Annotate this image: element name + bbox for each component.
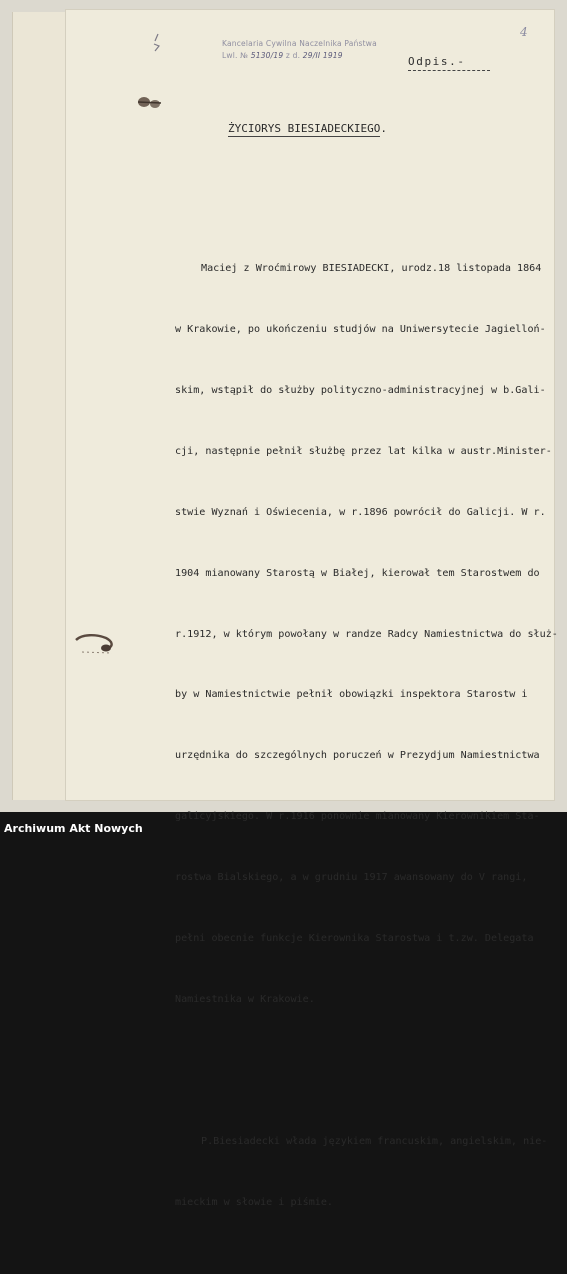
text-line: w Krakowie, po ukończeniu studjów na Uniwersytecie Jagielloń- (175, 324, 546, 336)
text-line: skim, wstąpił do służby polityczno-administracyjnej w b.Gali- (175, 384, 546, 396)
text-line: stwie Wyznań i Oświecenia, w r.1896 powrócił do Galicji. W r. (175, 506, 546, 518)
stamp-date: 29/II 1919 (302, 51, 343, 60)
text-line: P.Biesiadecki włada językiem francuskim, angielskim, nie- (201, 1135, 548, 1147)
binding-mark-icon (72, 626, 120, 658)
text-line: Maciej z Wroćmirowy BIESIADECKI, urodz.18 listopada 1864 (201, 263, 542, 275)
underlying-sheet (12, 12, 67, 800)
received-stamp (222, 39, 377, 61)
page-number: 4 (520, 25, 528, 39)
copy-label: Odpis.- (408, 55, 466, 68)
text-line: mieckim w słowie i piśmie. (175, 1196, 334, 1208)
text-line: rostwa Bialskiego, a w grudniu 1917 awansowany do V rangi, (175, 872, 528, 884)
paragraph-1 (175, 219, 558, 1051)
title-underline (228, 136, 380, 137)
stamp-prefix: Lwl. № (222, 51, 249, 60)
text-line: galicyjskiego. W r.1916 ponownie mianowany Kierownikiem Sta- (175, 811, 540, 823)
stamp-date-prefix: z d. (285, 51, 301, 60)
document-title: ŻYCIORYS BIESIADECKIEGO. (228, 122, 387, 135)
text-line: by w Namiestnictwie pełnił obowiązki inspektora Starostw i (175, 689, 528, 701)
stamp-office: Kancelaria Cywilna Naczelnika Państwa (222, 39, 377, 48)
pencil-mark-icon (150, 32, 164, 54)
text-line: pełni obecnie funkcje Kierownika Starostwa i t.zw. Delegata (175, 932, 534, 944)
archive-watermark: Archiwum Akt Nowych (4, 822, 143, 835)
paragraph-2 (175, 1091, 548, 1253)
copy-label-underline (408, 70, 490, 71)
text-line: r.1912, w którym powołany w randze Radcy Namiestnictwa do służ- (175, 628, 558, 640)
text-line: Namiestnika w Krakowie. (175, 993, 315, 1005)
text-line: 1904 mianowany Starostą w Białej, kierował tem Starostwem do (175, 567, 540, 579)
stamp-number: 5130/19 (250, 51, 284, 60)
biography-text (175, 178, 558, 1274)
text-line: urzędnika do szczególnych poruczeń w Prezydjum Namiestnictwa (175, 750, 540, 762)
rust-stain-icon (136, 93, 164, 113)
text-line: cji, następnie pełnił służbę przez lat kilka w austr.Minister- (175, 445, 552, 457)
